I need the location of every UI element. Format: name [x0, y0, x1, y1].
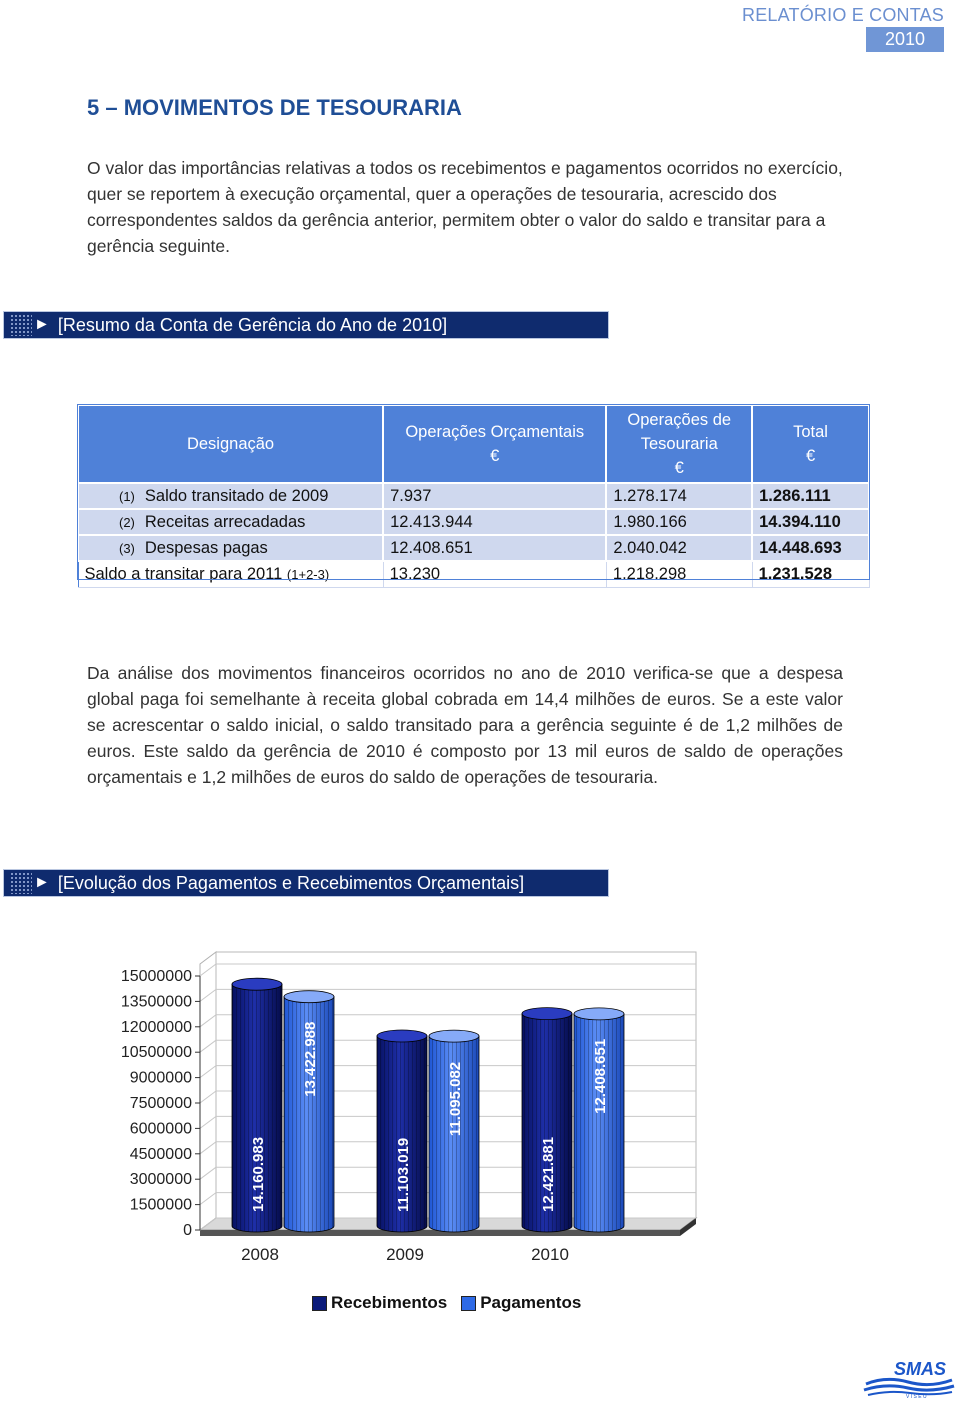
chart-side-wall — [200, 952, 216, 1230]
legend-item-recebimentos: Recebimentos — [312, 1293, 447, 1313]
y-tick-label: 3000000 — [129, 1171, 192, 1189]
evolution-banner — [3, 869, 609, 897]
cell-tesouraria: 1.218.298 — [606, 561, 752, 587]
cell-total: 14.448.693 — [752, 535, 869, 561]
analysis-paragraph: Da análise dos movimentos financeiros ocorridos no ano de 2010 verifica-se que a despesa global paga foi semelhante à receita global cobrada em 14,4 milhões de euros. Se a este valor se acrescentar o saldo inicial, o saldo transitado para a gerência seguinte é de 1,2 milhões de euros. Este saldo da gerência de 2010 é composto por 13 mil euros de saldo de operações orçamentais e 1,2 milhões de euros do saldo de operações de tesouraria. — [87, 663, 843, 787]
cell-total: 14.394.110 — [752, 509, 869, 535]
smas-logo — [862, 1358, 956, 1398]
section-title: 5 – MOVIMENTOS DE TESOURARIA — [87, 95, 462, 120]
evolution-chart — [100, 940, 800, 1270]
header-tesouraria: Operações de Tesouraria € — [606, 405, 752, 483]
cell-total: 1.231.528 — [752, 561, 869, 587]
table-row — [78, 483, 869, 509]
summary-banner-label: [Resumo da Conta de Gerência do Ano de 2010] — [57, 315, 448, 335]
x-tick-label: 2009 — [386, 1245, 424, 1264]
svg-text:SMAS: SMAS — [894, 1359, 947, 1379]
evolution-banner-label: [Evolução dos Pagamentos e Recebimentos Orçamentais] — [57, 873, 525, 893]
table-row — [78, 509, 869, 535]
dots-pattern-icon — [10, 872, 32, 894]
report-year-badge: 2010 — [866, 27, 944, 52]
y-tick-label: 15000000 — [120, 968, 192, 985]
y-tick-label: 9000000 — [129, 1069, 192, 1087]
row-label: (3) Despesas pagas — [78, 535, 383, 561]
summary-banner — [3, 311, 609, 339]
cell-total: 1.286.111 — [752, 483, 869, 509]
y-tick-label: 6000000 — [129, 1120, 192, 1138]
report-title: RELATÓRIO E CONTAS — [742, 5, 944, 25]
bar-value-label: 13.422.988 — [302, 1021, 319, 1097]
arrow-right-icon: ► — [34, 874, 50, 891]
row-label: Saldo a transitar para 2011 (1+2-3) — [78, 561, 383, 587]
arrow-right-icon: ► — [34, 316, 50, 333]
cell-tesouraria: 1.278.174 — [606, 483, 752, 509]
bar-value-label: 12.421.881 — [540, 1136, 557, 1212]
cell-orcamentais: 12.408.651 — [383, 535, 606, 561]
y-tick-label: 10500000 — [120, 1044, 192, 1062]
intro-paragraph: O valor das importâncias relativas a todos os recebimentos e pagamentos ocorridos no exercício, quer se reportem à execução orçamental, quer a operações de tesouraria, acrescido dos correspondentes saldos da gerência anterior, permitem obter o valor do saldo e transitar para a gerência seguinte. — [87, 158, 843, 256]
cell-tesouraria: 2.040.042 — [606, 535, 752, 561]
y-tick-label: 13500000 — [120, 993, 192, 1011]
y-tick-label: 4500000 — [129, 1145, 192, 1163]
bar-value-label: 11.103.019 — [395, 1137, 412, 1212]
table-row — [78, 535, 869, 561]
cell-tesouraria: 1.980.166 — [606, 509, 752, 535]
legend-swatch — [312, 1296, 327, 1311]
header-designacao: Designação — [78, 405, 383, 483]
bar-value-label: 14.160.983 — [250, 1136, 267, 1212]
table-row-total — [78, 561, 869, 587]
row-label: (2) Receitas arrecadadas — [78, 509, 383, 535]
summary-table — [77, 404, 870, 588]
svg-text:V I S E U: V I S E U — [906, 1394, 927, 1398]
dots-pattern-icon — [10, 314, 32, 336]
chart-legend — [312, 1293, 595, 1313]
cell-orcamentais: 12.413.944 — [383, 509, 606, 535]
header-orcamentais: Operações Orçamentais € — [383, 405, 606, 483]
y-tick-label: 0 — [183, 1222, 192, 1239]
y-tick-label: 12000000 — [120, 1018, 192, 1036]
x-tick-label: 2008 — [241, 1245, 279, 1264]
cell-orcamentais: 13.230 — [383, 561, 606, 587]
bar-value-label: 11.095.082 — [447, 1061, 464, 1137]
legend-item-pagamentos: Pagamentos — [461, 1293, 581, 1313]
bar-value-label: 12.408.651 — [592, 1038, 609, 1114]
x-tick-label: 2010 — [531, 1245, 569, 1264]
cell-orcamentais: 7.937 — [383, 483, 606, 509]
y-tick-label: 7500000 — [129, 1095, 192, 1112]
y-tick-label: 1500000 — [129, 1196, 192, 1214]
legend-swatch — [461, 1296, 476, 1311]
row-label: (1) Saldo transitado de 2009 — [78, 483, 383, 509]
header-total: Total € — [752, 405, 869, 483]
